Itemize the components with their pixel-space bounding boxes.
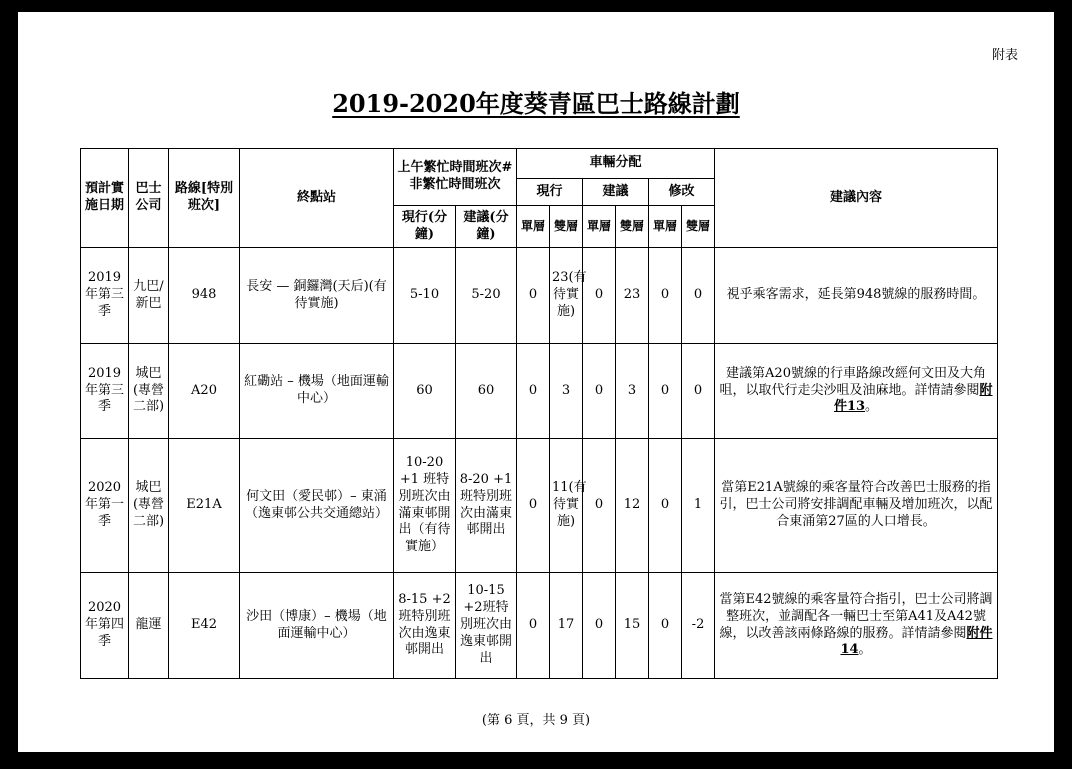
table-row: [81, 573, 998, 679]
header-fleet: 車輛分配: [517, 149, 715, 179]
cell-freq-current: 10-20 +1 班特別班次由滿東邨開出（有待實施）: [394, 439, 456, 573]
cell-date: 2019年第三季: [81, 344, 129, 439]
proposal-text: 當第E42號線的乘客量符合指引，巴士公司將調整班次，並調配各一輛巴士至第A41及A42號線，以改善該兩條路線的服務。詳情請參閱: [719, 591, 993, 641]
proposal-text: 當第E21A號線的乘客量符合改善巴士服務的指引，巴士公司將安排調配車輛及增加班次，以配合東涌第27區的人口增長。: [719, 480, 993, 529]
cell-current-single: 0: [517, 573, 550, 679]
cell-current-single: 0: [517, 248, 550, 344]
cell-route: A20: [169, 344, 240, 439]
cell-proposed-single: 0: [583, 344, 616, 439]
header-fleet-change: 修改: [649, 179, 715, 206]
cell-current-double: 23(有待實施): [550, 248, 583, 344]
header-current-double: 雙層: [550, 206, 583, 248]
cell-date: 2020年第四季: [81, 573, 129, 679]
cell-proposed-double: 15: [616, 573, 649, 679]
annex-label: 附表: [991, 48, 1018, 63]
cell-change-double: 0: [682, 344, 715, 439]
cell-proposed-single: 0: [583, 439, 616, 573]
cell-terminals: 沙田（博康）– 機場（地面運輸中心）: [240, 573, 394, 679]
cell-change-double: 1: [682, 439, 715, 573]
cell-route: E42: [169, 573, 240, 679]
cell-date: 2020年第一季: [81, 439, 129, 573]
cell-terminals: 長安 — 銅鑼灣(天后)(有待實施): [240, 248, 394, 344]
cell-change-double: 0: [682, 248, 715, 344]
cell-current-double: 17: [550, 573, 583, 679]
cell-company: 城巴(專營二部): [129, 344, 169, 439]
header-proposed-double: 雙層: [616, 206, 649, 248]
cell-change-double: -2: [682, 573, 715, 679]
header-company: 巴士公司: [129, 149, 169, 248]
cell-change-single: 0: [649, 248, 682, 344]
cell-proposed-single: 0: [583, 248, 616, 344]
cell-freq-proposed: 10-15 +2班特別班次由逸東邨開出: [456, 573, 517, 679]
cell-company: 龍運: [129, 573, 169, 679]
cell-company: 城巴(專營二部): [129, 439, 169, 573]
header-fleet-proposed: 建議: [583, 179, 649, 206]
annex-14-link[interactable]: 附件14: [840, 625, 993, 658]
document-page: [18, 12, 1054, 752]
cell-terminals: 紅磡站 – 機場（地面運輸中心）: [240, 344, 394, 439]
cell-date: 2019年第三季: [81, 248, 129, 344]
cell-freq-proposed: 5-20: [456, 248, 517, 344]
header-freq-proposed: 建議(分鐘): [456, 206, 517, 248]
header-freq-current: 現行(分鐘): [394, 206, 456, 248]
table-row: [81, 248, 998, 344]
header-frequency: 上午繁忙時間班次#非繁忙時間班次: [394, 149, 517, 206]
cell-proposed-double: 23: [616, 248, 649, 344]
cell-current-double: 3: [550, 344, 583, 439]
cell-proposed-double: 3: [616, 344, 649, 439]
cell-terminals: 何文田（愛民邨）– 東涌（逸東邨公共交通總站）: [240, 439, 394, 573]
table-row: [81, 439, 998, 573]
page-number: (第 6 頁，共 9 頁): [481, 713, 591, 728]
cell-proposal: [715, 439, 998, 573]
header-fleet-current: 現行: [517, 179, 583, 206]
cell-company: 九巴/新巴: [129, 248, 169, 344]
cell-current-single: 0: [517, 439, 550, 573]
cell-freq-proposed: 8-20 +1 班特別班次由滿東邨開出: [456, 439, 517, 573]
cell-proposed-double: 12: [616, 439, 649, 573]
header-date: 預計實施日期: [81, 149, 129, 248]
page-title: 2019-2020年度葵青區巴士路線計劃: [332, 89, 740, 118]
header-current-single: 單層: [517, 206, 550, 248]
cell-route: E21A: [169, 439, 240, 573]
cell-current-single: 0: [517, 344, 550, 439]
cell-change-single: 0: [649, 439, 682, 573]
cell-proposed-single: 0: [583, 573, 616, 679]
route-plan-table: [80, 148, 998, 679]
proposal-text: 建議第A20號線的行車路線改經何文田及大角咀，以取代行走尖沙咀及油麻地。詳情請參閱: [719, 365, 986, 398]
cell-proposal: [715, 573, 998, 679]
annex-13-link[interactable]: 附件13: [833, 382, 993, 415]
cell-change-single: 0: [649, 573, 682, 679]
proposal-text: 視乎乘客需求，延長第948號線的服務時間。: [726, 287, 986, 303]
cell-freq-current: 5-10: [394, 248, 456, 344]
header-proposed-single: 單層: [583, 206, 616, 248]
cell-change-single: 0: [649, 344, 682, 439]
cell-freq-current: 60: [394, 344, 456, 439]
header-route: 路線[特別班次]: [169, 149, 240, 248]
cell-freq-proposed: 60: [456, 344, 517, 439]
header-terminals: 終點站: [240, 149, 394, 248]
header-proposal: 建議內容: [715, 149, 998, 248]
header-change-single: 單層: [649, 206, 682, 248]
cell-current-double: 11(有待實施): [550, 439, 583, 573]
proposal-text-end: 。: [865, 399, 879, 415]
cell-proposal: [715, 344, 998, 439]
proposal-text-end: 。: [858, 642, 872, 658]
cell-proposal: [715, 248, 998, 344]
header-change-double: 雙層: [682, 206, 715, 248]
table-row: [81, 344, 998, 439]
cell-route: 948: [169, 248, 240, 344]
cell-freq-current: 8-15 +2班特別班次由逸東邨開出: [394, 573, 456, 679]
